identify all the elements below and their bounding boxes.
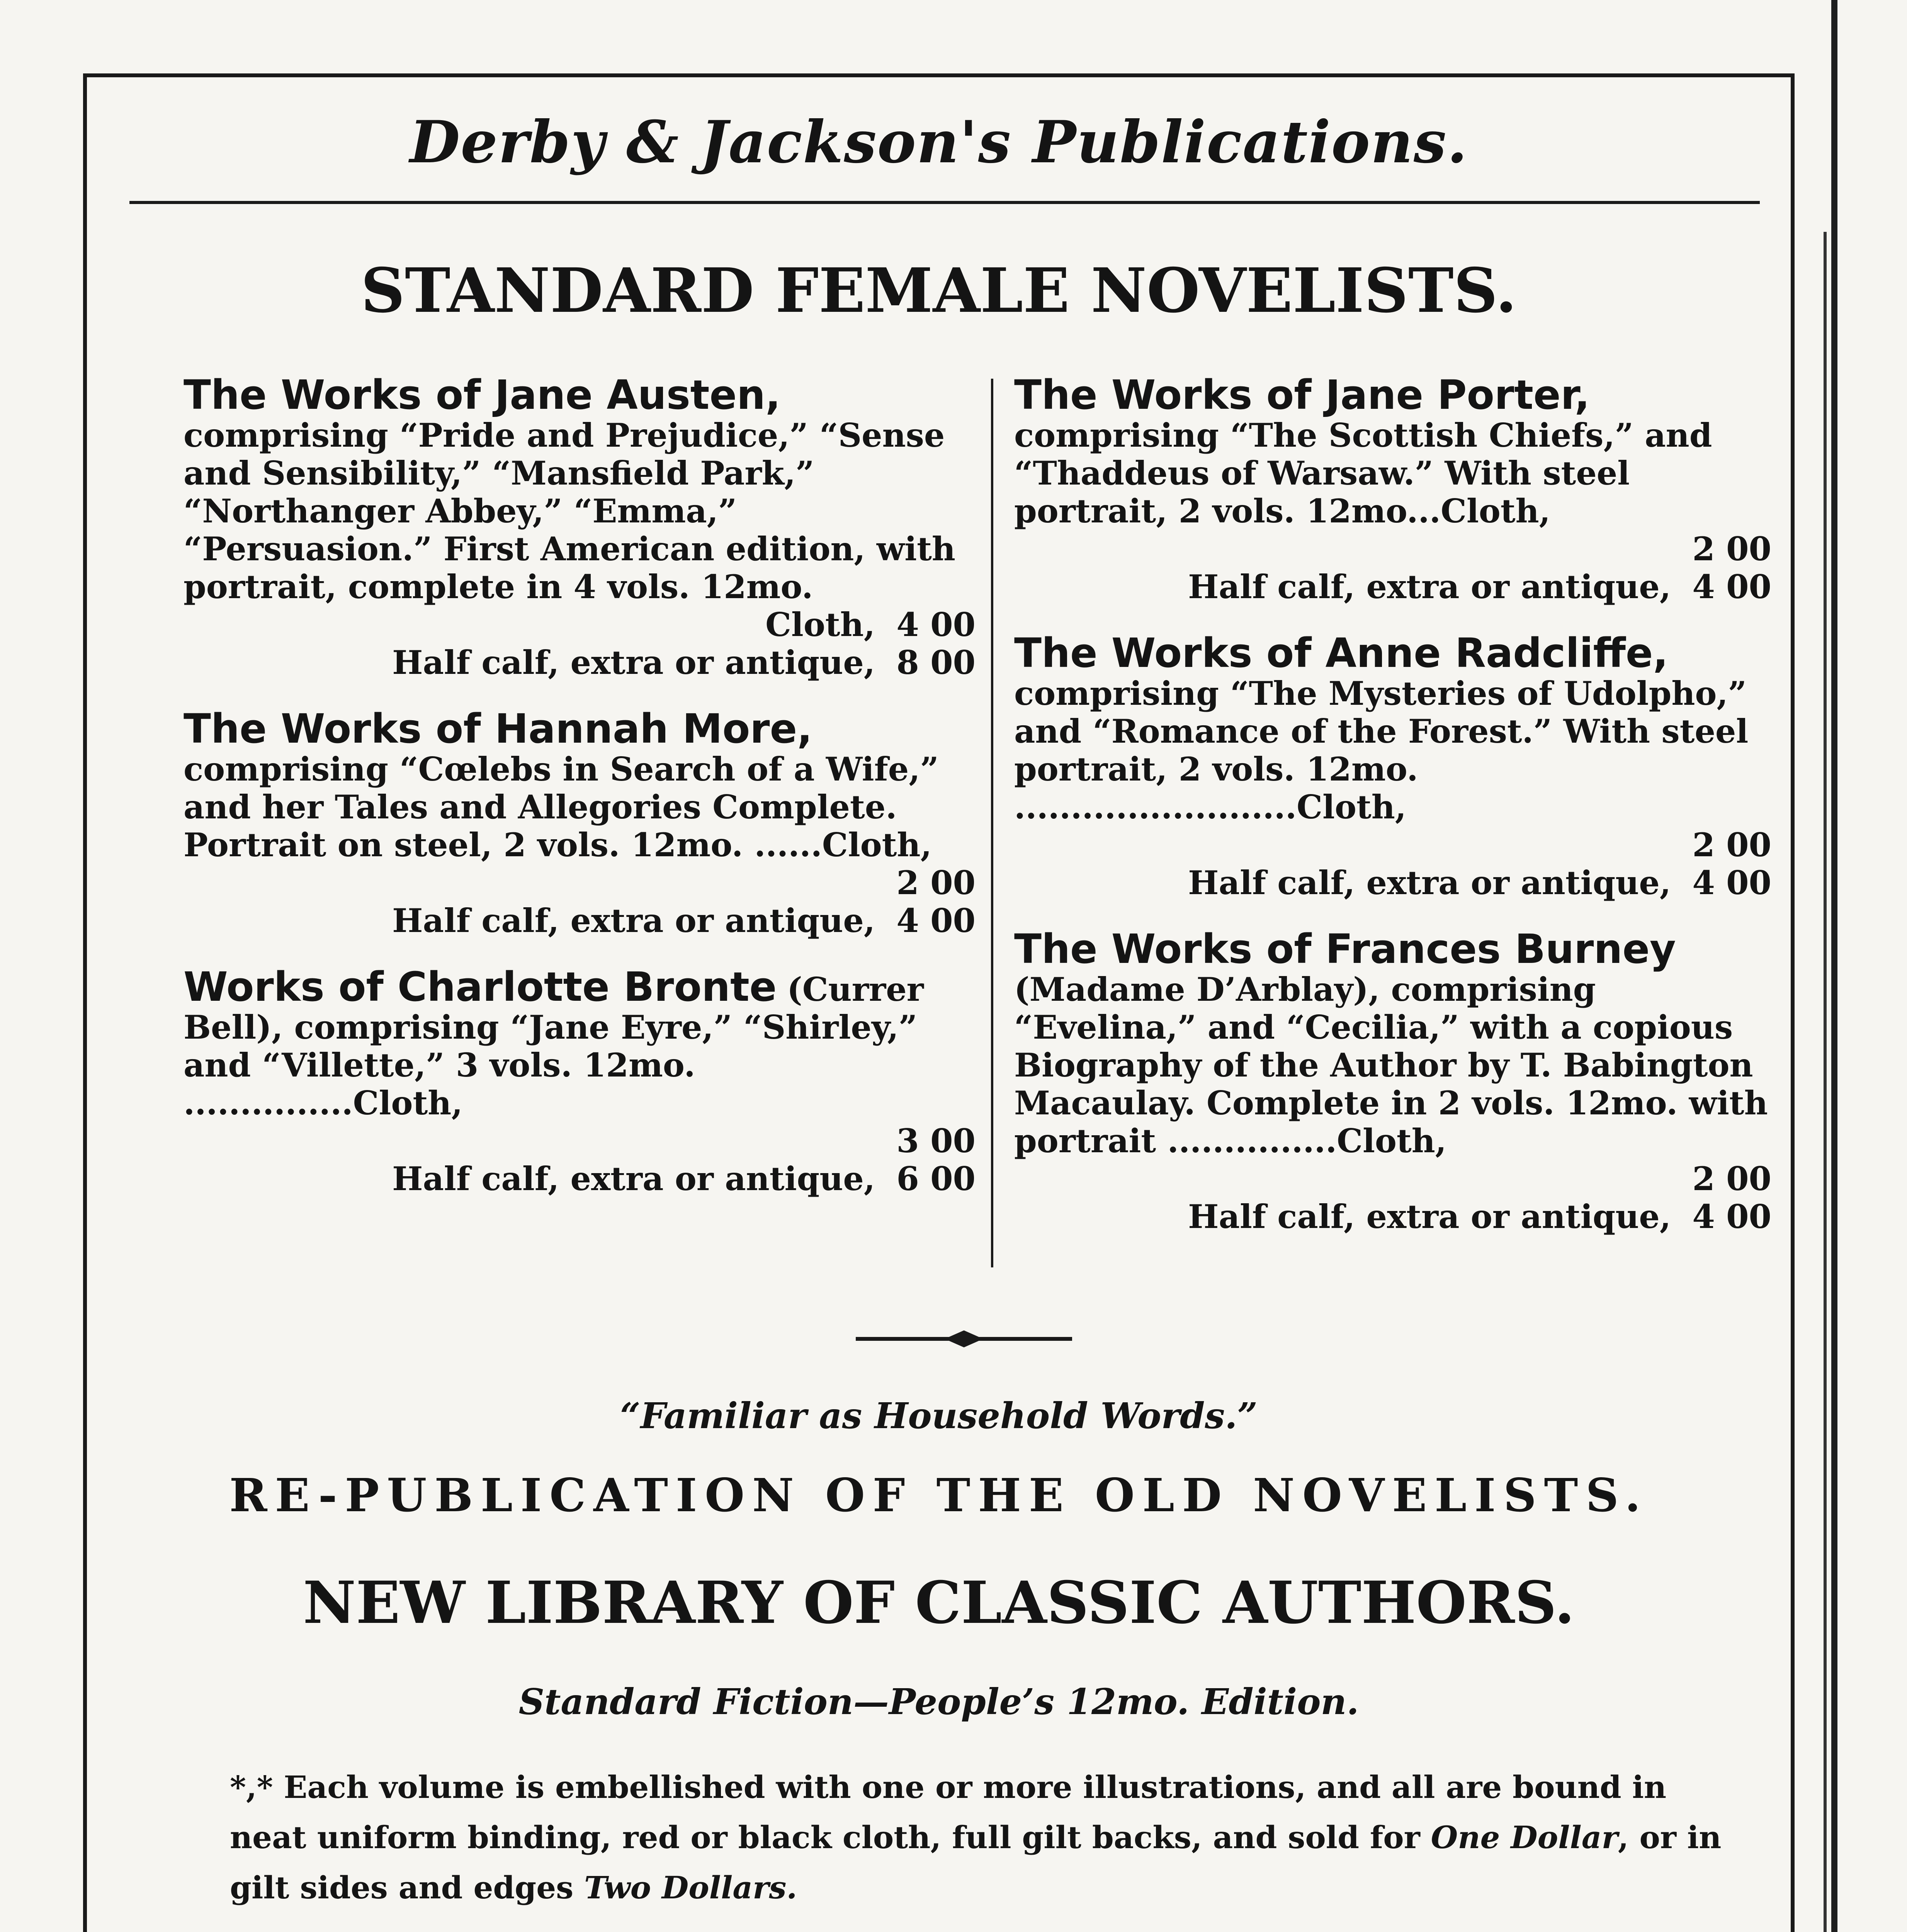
price-value: 8 00 (896, 643, 976, 682)
works-description: comprising “Pride and Prejudice,” “Sense and Sensibility,” “Mansfield Park,” “Northanger Abbey,” “Emma,” “Persuasion.” First American edition, with portrait, complete in 4 vols. 12mo. (184, 416, 955, 606)
works-description: (Madame D’Arblay), comprising “Evelina,” and “Cecilia,” with a copious Biography of the Author by T. Babington Macaulay. Complete in 2 vols. 12mo. with portrait ...............Cloth, (1014, 970, 1768, 1160)
page-edge-shadow (1831, 0, 1837, 1932)
price-line (1014, 1198, 1771, 1236)
price-line (184, 1160, 976, 1198)
price-value: 4 00 (1692, 568, 1771, 606)
novelist-entry-text (184, 371, 976, 606)
price-value: 2 00 (896, 864, 976, 902)
price-value: 4 00 (896, 901, 976, 940)
advertisement-page (83, 73, 1795, 1932)
novelist-entry (184, 963, 976, 1198)
page-edge-shadow-inner (1824, 232, 1827, 1932)
works-description: comprising “Cœlebs in Search of a Wife,” and her Tales and Allegories Complete. Portrait on steel, 2 vols. 12mo. ......Cloth, (184, 750, 939, 864)
binding-notice (230, 1762, 1737, 1913)
head-rule (129, 201, 1760, 204)
price-value: 2 00 (1692, 826, 1771, 864)
author-works-title: The Works of Frances Burney (1014, 925, 1676, 973)
novelist-entry (1014, 925, 1771, 1236)
price-value: 2 00 (1692, 1160, 1771, 1198)
binding-label: Half calf, extra or antique, (392, 901, 875, 940)
novelist-entry-text (1014, 371, 1771, 530)
edition-subheading: Standard Fiction—People’s 12mo. Edition. (518, 1681, 1359, 1723)
price-line (1014, 568, 1771, 606)
classic-authors-heading: NEW LIBRARY OF CLASSIC AUTHORS. (303, 1569, 1575, 1637)
author-works-title: The Works of Hannah More, (184, 705, 812, 752)
price-line (1014, 530, 1771, 568)
female-left-column (184, 371, 976, 1225)
price-line (184, 902, 976, 940)
price-line (184, 864, 976, 902)
column-divider (991, 379, 993, 1267)
author-works-title: The Works of Jane Austen, (184, 371, 781, 418)
novelist-entry (1014, 629, 1771, 902)
works-description: comprising “The Scottish Chiefs,” and “Thaddeus of Warsaw.” With steel portrait, 2 vols. 12mo...Cloth, (1014, 416, 1712, 530)
binding-label: Half calf, extra or antique, (392, 1160, 875, 1198)
price-value: 4 00 (1692, 864, 1771, 902)
republication-heading: RE-PUBLICATION OF THE OLD NOVELISTS. (229, 1468, 1649, 1522)
price-line (184, 644, 976, 682)
female-novelists-title: STANDARD FEMALE NOVELISTS. (360, 255, 1517, 327)
running-head: Derby & Jackson's Publications. (410, 108, 1468, 176)
novelist-entry-text (184, 705, 976, 864)
novelist-entry-text (1014, 629, 1771, 826)
author-works-title: Works of Charlotte Bronte (184, 963, 777, 1010)
author-works-title: The Works of Anne Radcliffe, (1014, 629, 1668, 677)
price-value: 6 00 (896, 1160, 976, 1198)
female-right-column (1014, 371, 1771, 1263)
author-works-title: The Works of Jane Porter, (1014, 371, 1590, 418)
price-value: 3 00 (896, 1122, 976, 1160)
motto: “Familiar as Household Words.” (620, 1395, 1258, 1437)
price-line (184, 1122, 976, 1160)
price-value: 4 00 (1692, 1197, 1771, 1236)
novelist-entry (184, 705, 976, 940)
works-description: (Currer Bell), comprising “Jane Eyre,” “Shirley,” and “Villette,” 3 vols. 12mo. ...............Cloth, (184, 970, 924, 1122)
asterism: *,* (230, 1769, 273, 1805)
price-two-dollars: Two Dollars. (584, 1869, 797, 1906)
price-one-dollar: One Dollar (1431, 1819, 1618, 1855)
novelist-entry-text (184, 963, 976, 1122)
price-value: 4 00 (896, 605, 976, 644)
binding-label: Cloth, (765, 605, 875, 644)
price-line (184, 606, 976, 644)
price-line (1014, 826, 1771, 864)
works-description: comprising “The Mysteries of Udolpho,” and “Romance of the Forest.” With steel portrait, 2 vols. 12mo. .........................Cloth, (1014, 674, 1749, 826)
notice-text-cont: , or in gilt sides and edges (230, 1819, 1722, 1906)
price-value: 2 00 (1692, 530, 1771, 568)
price-line (1014, 864, 1771, 902)
notice-text: Each volume is embellished with one or more illustrations, and all are bound in neat uniform binding, red or black cloth, full gilt backs, and sold for (230, 1769, 1667, 1855)
binding-label: Half calf, extra or antique, (1188, 864, 1671, 902)
novelist-entry (1014, 371, 1771, 606)
binding-label: Half calf, extra or antique, (1188, 568, 1671, 606)
price-line (1014, 1160, 1771, 1198)
binding-label: Half calf, extra or antique, (392, 643, 875, 682)
binding-label: Half calf, extra or antique, (1188, 1197, 1671, 1236)
novelist-entry-text (1014, 925, 1771, 1160)
ornament-rule (856, 1327, 1072, 1350)
novelist-entry (184, 371, 976, 682)
